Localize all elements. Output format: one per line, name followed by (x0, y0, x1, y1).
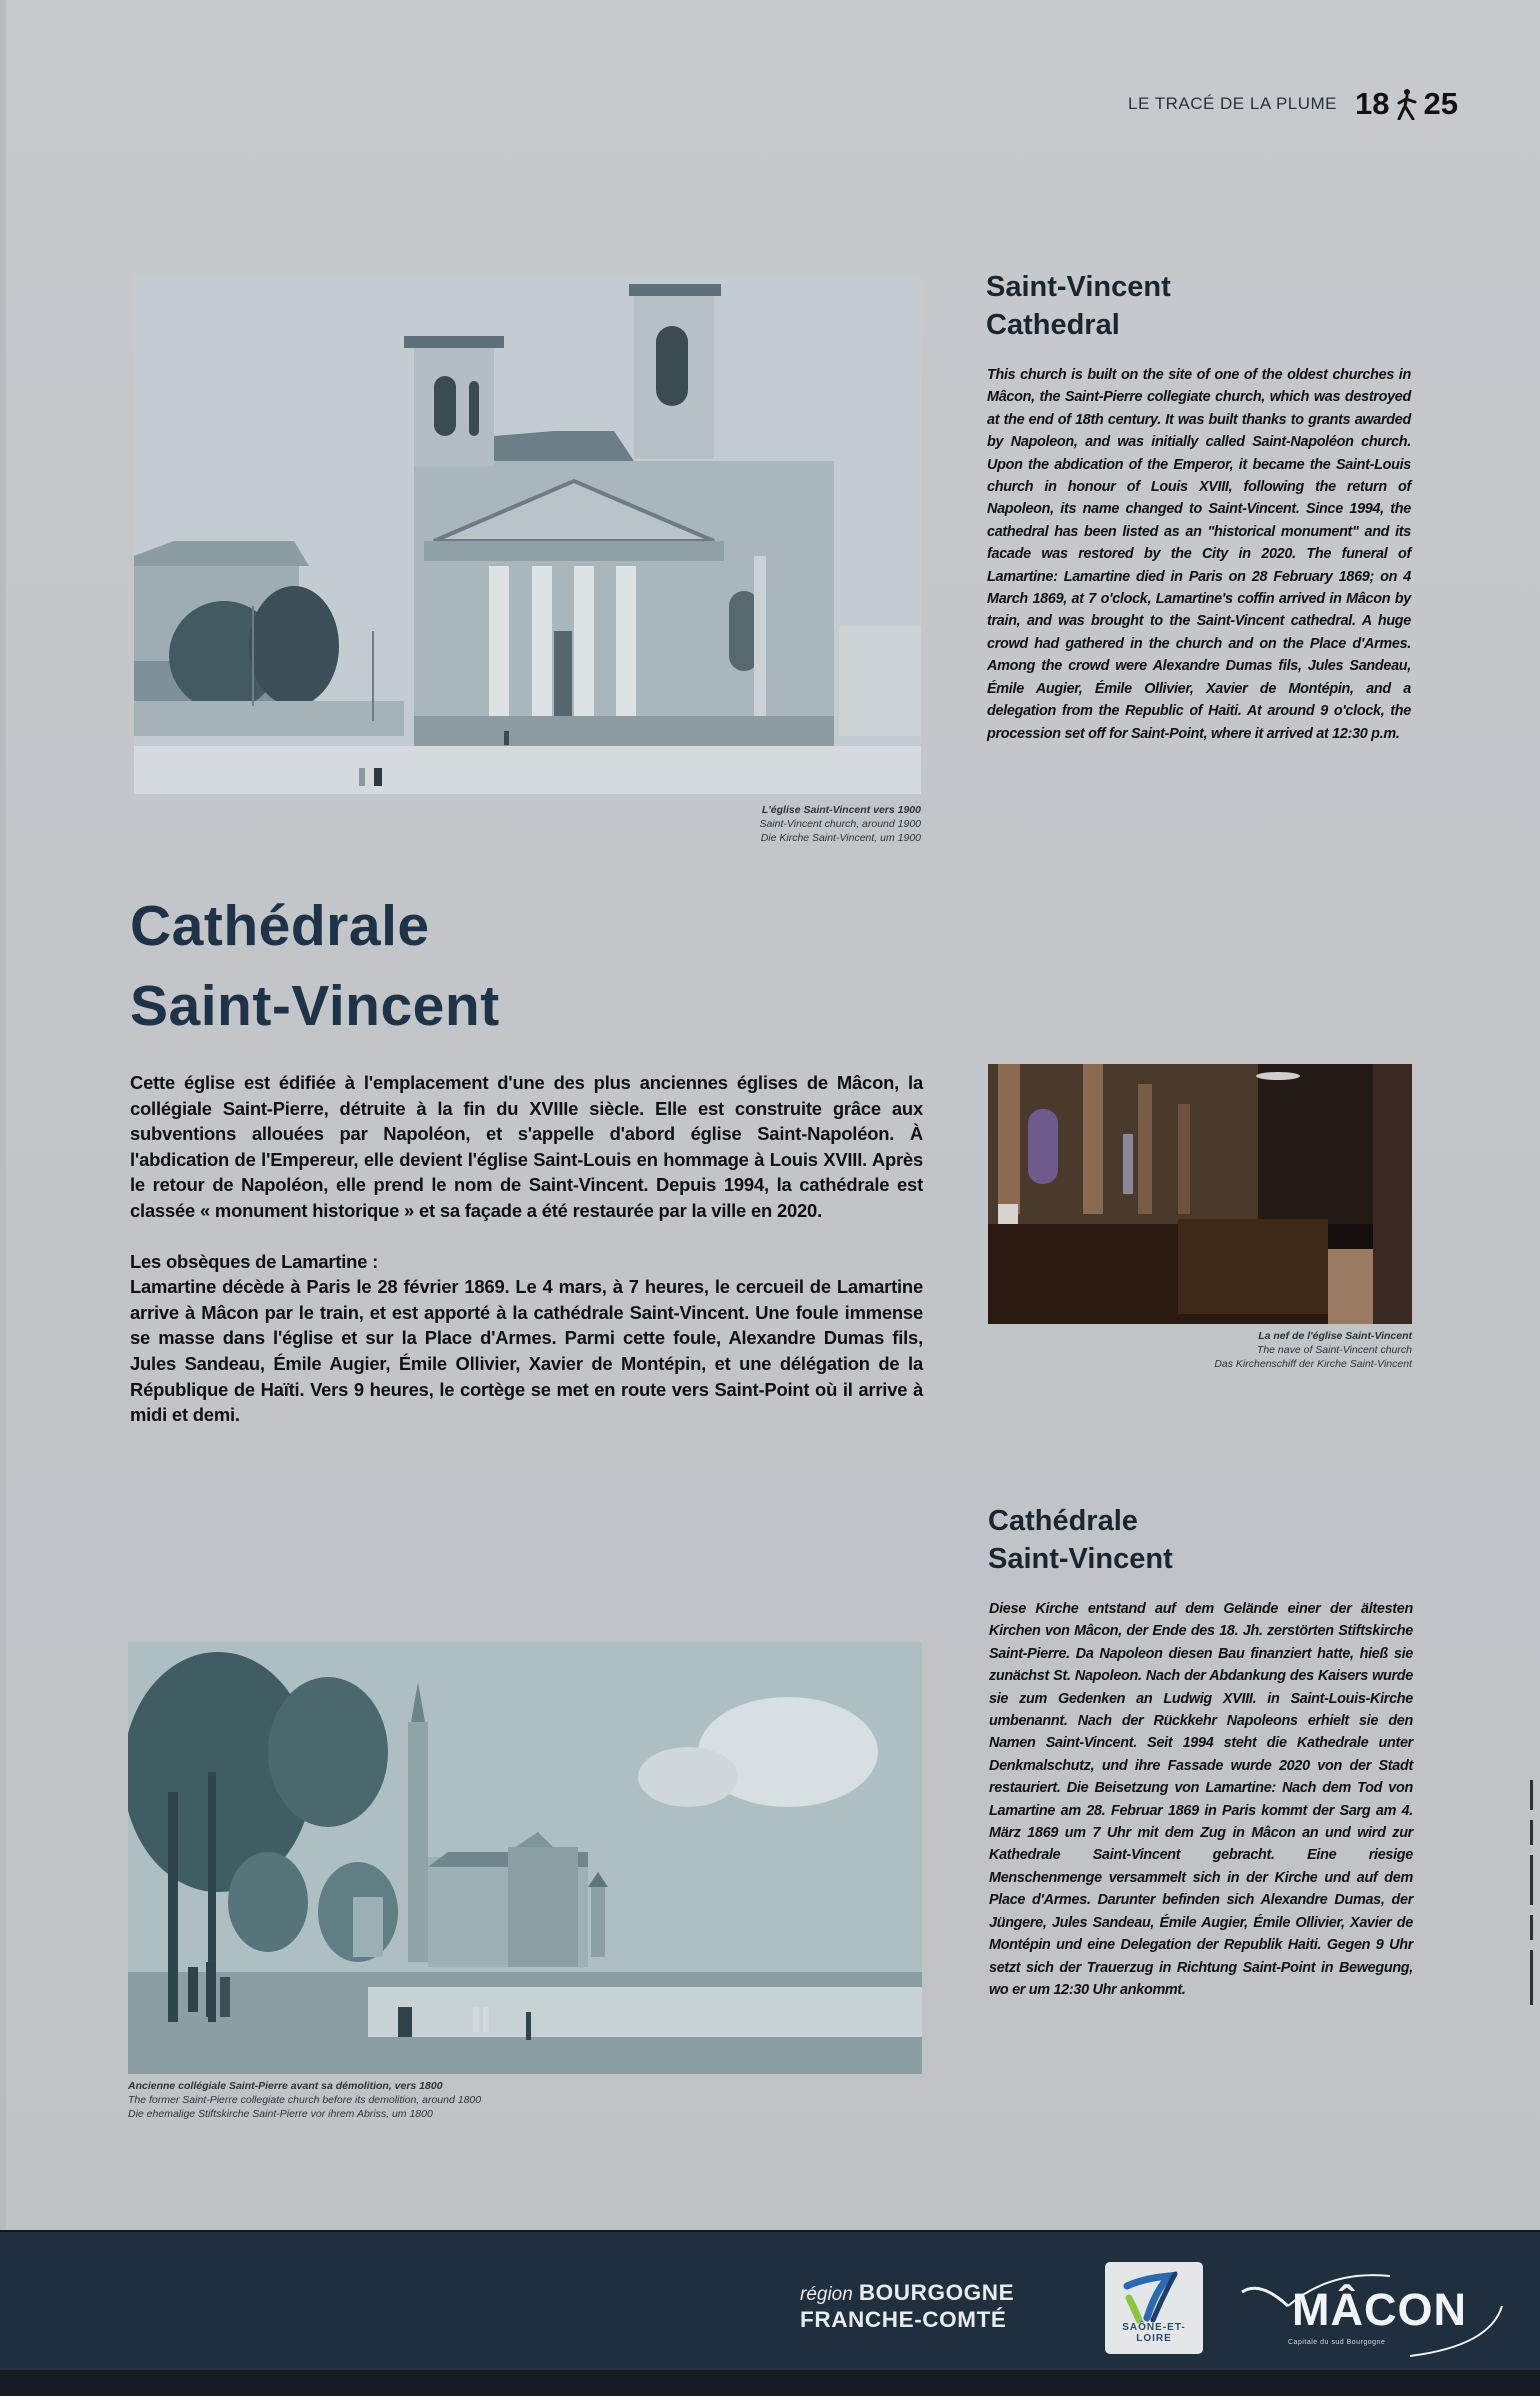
french-paragraph-funeral (130, 1249, 923, 1428)
caption-en: Saint-Vincent church, around 1900 (759, 818, 921, 830)
english-text: This church is built on the site of one of the oldest churches in Mâcon, the Saint-Pierre collegiate church, which was destroyed at the end of 18th century. It was built thanks to grants awarded by Napoleon, and was initially called Saint-Napoléon church. Upon the abdication of the Emperor, it became the Saint-Louis church in honour of Louis XVIII, following the return of Napoleon, its name changed to Saint-Vincent. Since 1994, the cathedral has been listed as an "historical monument" and its facade was restored by the City in 2020. The funeral of Lamartine: Lamartine died in Paris on 28 February 1869; on 4 March 1869, at 7 o'clock, Lamartine's coffin arrived in Mâcon by train, and was brought to the Saint-Vincent cathedral. A huge crowd had gathered in the church and on the Place d'Armes. Among the crowd were Alexandre Dumas fils, Jules Sandeau, Émile Augier, Émile Ollivier, Xavier de Montépin, and a delegation from the Republic of Haiti. At around 9 o'clock, the procession set off for Saint-Point, where it arrived at 12:30 p.m. (987, 367, 1411, 742)
french-text (130, 1070, 923, 1428)
caption-de: Die Kirche Saint-Vincent, um 1900 (760, 832, 921, 844)
cathedral-facade-photo (134, 276, 921, 794)
french-paragraph-history: Cette église est édifiée à l'emplacement d'une des plus anciennes églises de Mâcon, la collégiale Saint-Pierre, détruite à la fin du XVIIIe siècle. Elle est construite grâce aux subventions allouées par Napoléon, et s'appelle d'abord église Saint-Napoléon. À l'abdication de l'Empereur, elle devient l'église Saint-Louis en hommage à Louis XVIII. Après le retour de Napoléon, elle prend le nom de Saint-Vincent. Depuis 1994, la cathédrale est classée « monument historique » et sa façade a été restaurée par la ville en 2020. (130, 1072, 923, 1221)
trail-number-right: 25 (1423, 86, 1458, 121)
funeral-text: Lamartine décède à Paris le 28 février 1869. Le 4 mars, à 7 heures, le cercueil de Lamartine arrive à Mâcon par le train, et est apporté à la cathédrale Saint-Vincent. Une foule immense se masse dans l'église et sur la Place d'Armes. Parmi cette foule, Alexandre Dumas fils, Jules Sandeau, Émile Augier, Émile Ollivier, Xavier de Montépin, et une délégation de la République de Haïti. Vers 9 heures, le cortège se met en route vers Saint-Point où il arrive à midi et demi. (130, 1276, 923, 1426)
trail-number-left: 18 (1355, 86, 1390, 121)
region-logo: région BOURGOGNE FRANCHE-COMTÉ (800, 2280, 1015, 2332)
macon-city-logo: MÂCON Capitale du sud Bourgogne (1240, 2266, 1510, 2358)
trail-name: LE TRACÉ DE LA PLUME (1127, 94, 1338, 113)
trail-header (1128, 86, 1458, 122)
panel-edge-marks (1530, 1780, 1536, 2010)
department-logo: SAÔNE-ET-LOIRE (1105, 2262, 1203, 2354)
caption-fr: L'église Saint-Vincent vers 1900 (761, 804, 921, 816)
title-line-2: Saint-Vincent (130, 974, 500, 1038)
interior-photo-caption: La nef de l'église Saint-Vincent The nave of Saint-Vincent church Das Kirchenschiff der Kirche Saint-Vincent (1214, 1330, 1412, 1370)
panel-base (0, 2370, 1540, 2396)
title-line-1: Cathédrale (130, 894, 430, 958)
collegiate-church-engraving (128, 1642, 922, 2074)
english-title: Saint-Vincent Cathedral (986, 271, 1171, 341)
german-text: Diese Kirche entstand auf dem Gelände einer der ältesten Kirchen von Mâcon, der Ende des 18. Jh. zerstörten Stiftskirche Saint-Pierre. Da Napoleon diesen Bau finanziert hatte, hieß sie zunächst St. Napoleon. Nach der Abdankung des Kaisers wurde sie zum Gedenken an Ludwig XVIII. in Saint-Louis-Kirche umbenannt. Nach der Rückkehr Napoleons erhielt sie den Namen Saint-Vincent. Seit 1994 steht die Kathedrale unter Denkmalschutz, und ihre Fassade wurde 2020 von der Stadt restauriert. Die Beisetzung von Lamartine: Nach dem Tod von Lamartine am 28. Februar 1869 in Paris kommt der Sarg am 4. März 1869 um 7 Uhr mit dem Zug in Mâcon an und wird zur Kathedrale Saint-Vincent gebracht. Eine riesige Menschenmenge versammelt sich in der Kirche und auf dem Place d'Armes. Darunter befinden sich Alexandre Dumas, der Jüngere, Jules Sandeau, Émile Augier, Émile Ollivier, Xavier de Montépin und eine Delegation der Republik Haiti. Gegen 9 Uhr setzt sich der Trauerzug in Richtung Saint-Point in Bewegung, wo er um 12:30 Uhr ankommt. (989, 1601, 1413, 1998)
german-title: Cathédrale Saint-Vincent (988, 1505, 1173, 1575)
facade-photo-caption (646, 803, 921, 845)
cathedral-interior-photo (988, 1064, 1412, 1324)
trail-number (1355, 86, 1458, 122)
page-title (130, 886, 500, 1046)
funeral-heading: Les obsèques de Lamartine : (130, 1250, 379, 1272)
walking-person-icon (1394, 88, 1420, 120)
engraving-caption: Ancienne collégiale Saint-Pierre avant sa démolition, vers 1800 The former Saint-Pierre collegiate church before its demolition, around 1800 Die ehemalige Stiftskirche Saint-Pierre vor ihrem Abriss, um 1800 (128, 2080, 482, 2120)
